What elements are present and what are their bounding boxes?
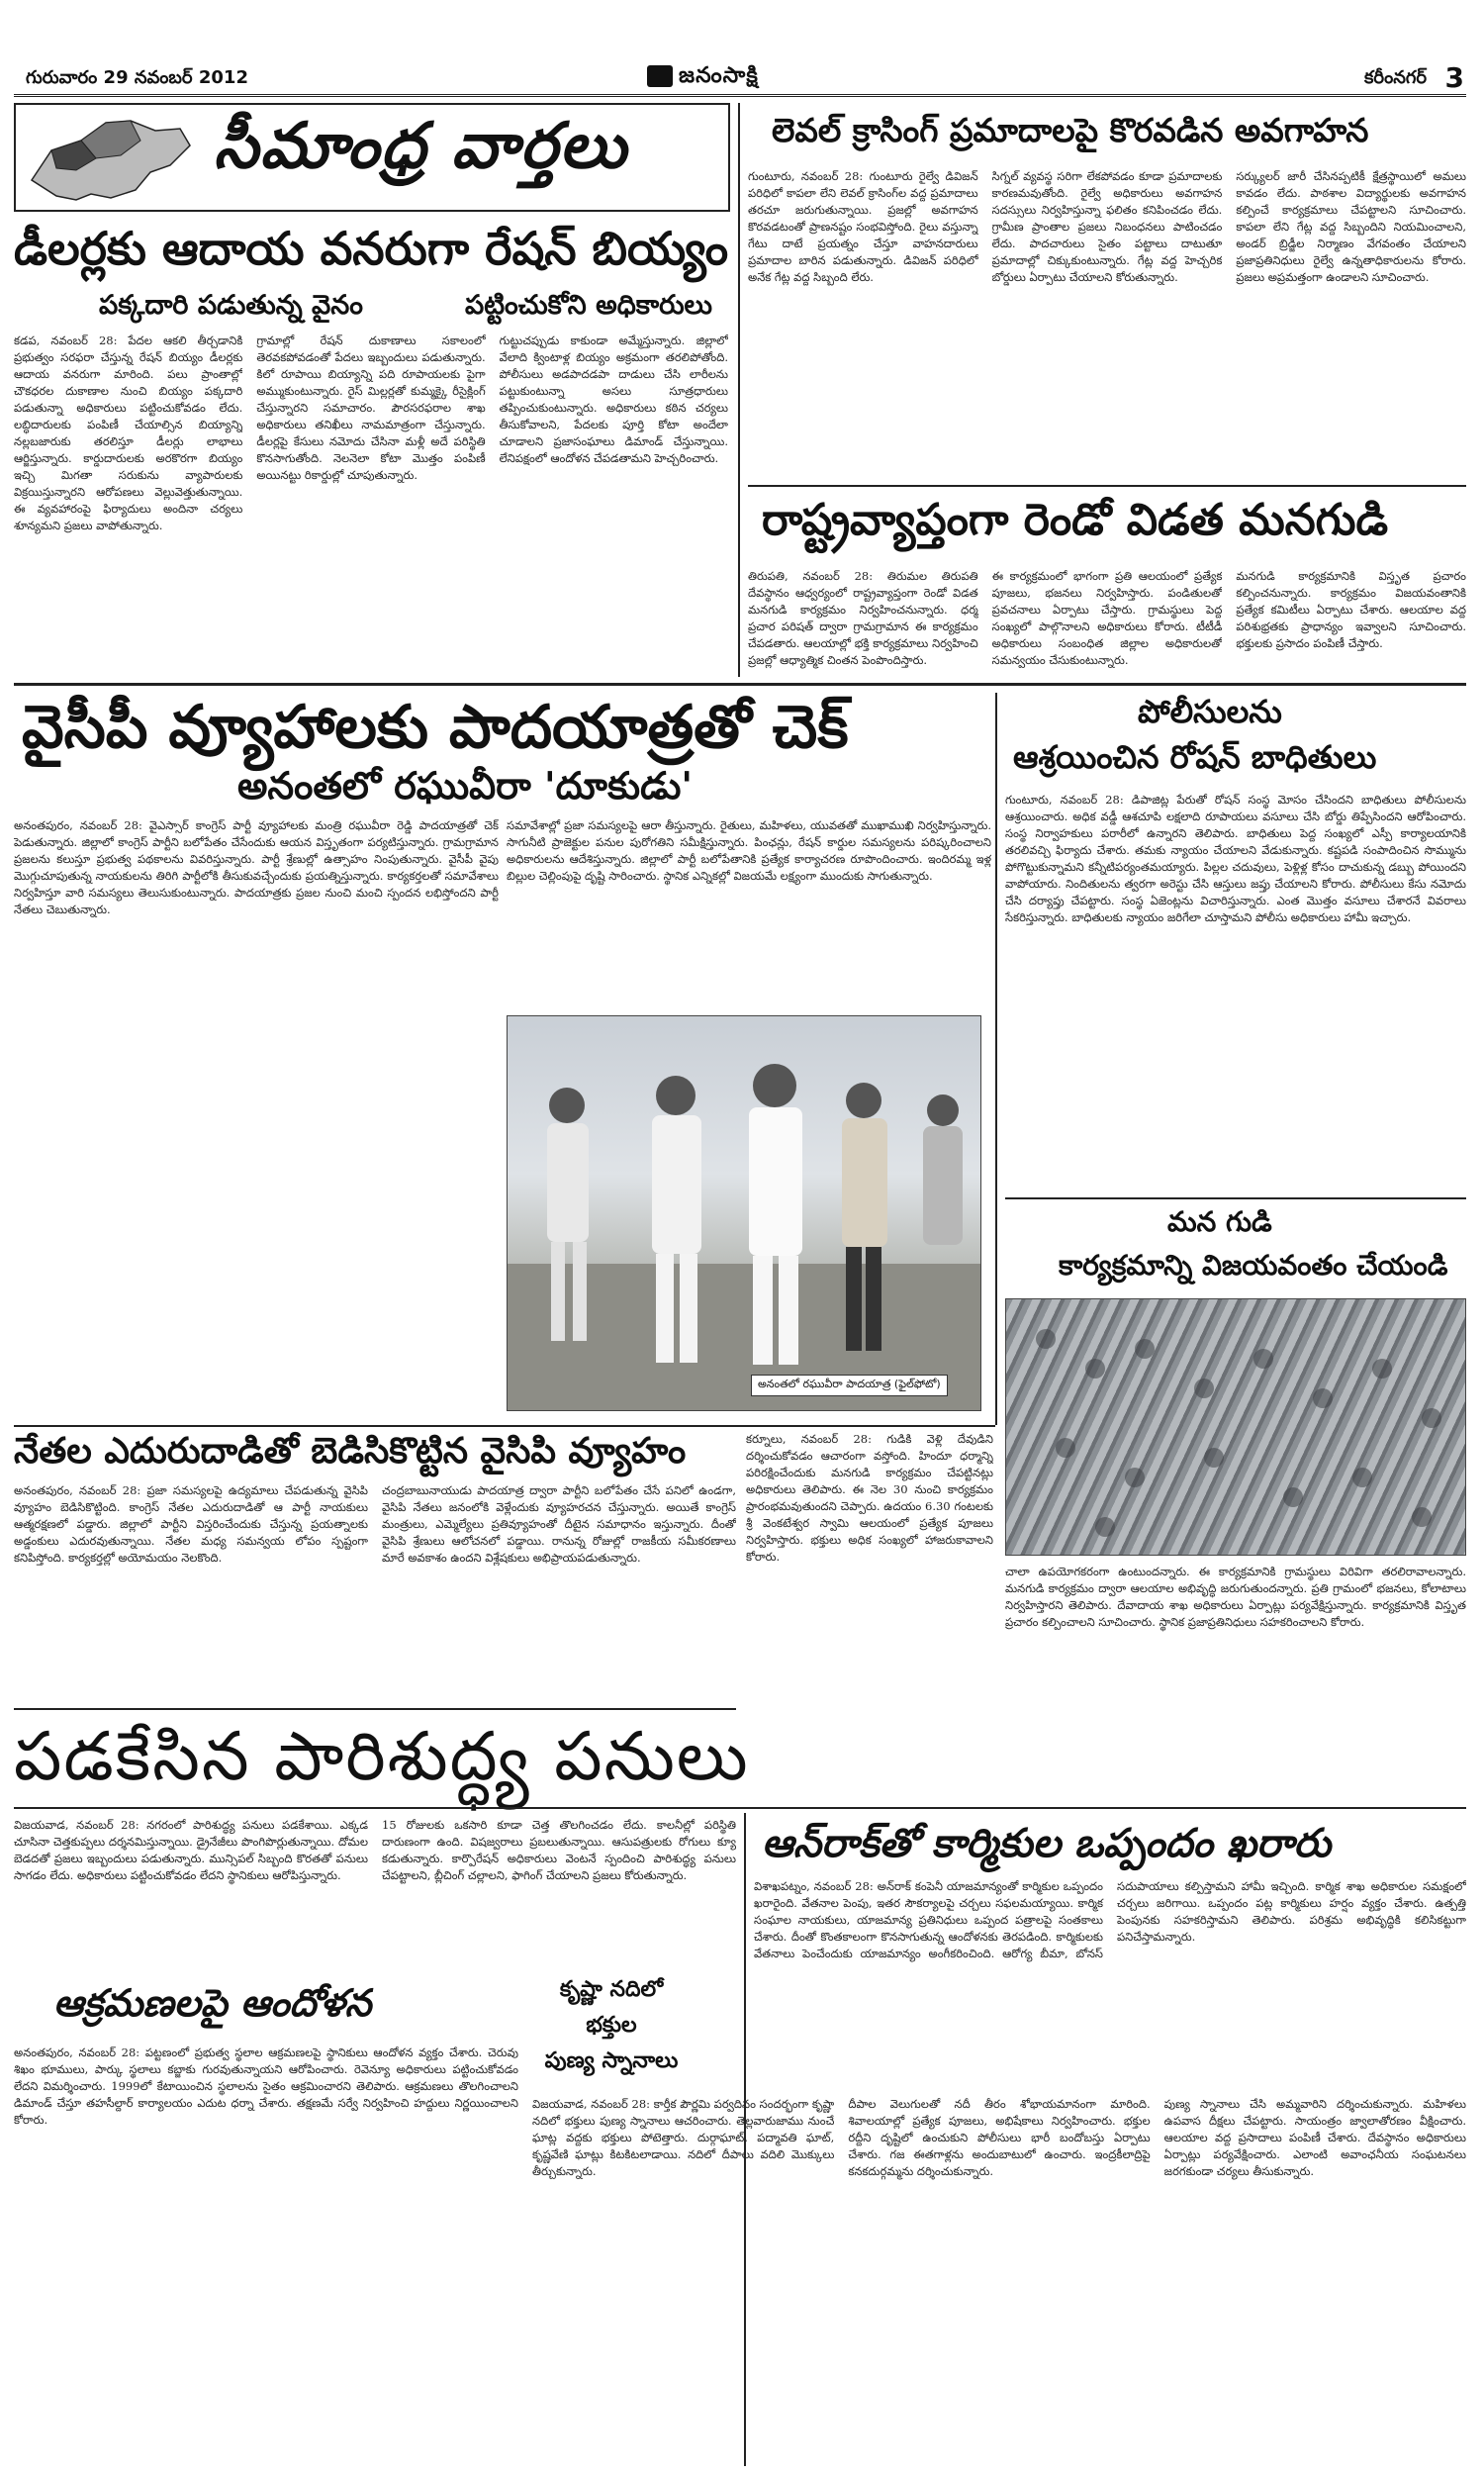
story-text: చంద్రబాబునాయుడు పాదయాత్ర ద్వారా పార్టీని బలోపేతం చేసే పనిలో ఉండగా, వైసిపి నేతలు జనంలోకి వెళ్లేందుకు వ్యూహరచన చేస్తున్నారు. అయితే కాంగ్రెస్ మంత్రులు, ఎమ్మెల్యేలు ప్రతివ్యూహంతో దీటైన సమాధానం ఇస్తున్నారు. దీంతో వైసిపి శ్రేణులు ఆలోచనలో పడ్డాయి. రానున్న రోజుల్లో రాజకీయ సమీకరణాలు మారే అవకాశం ఉందని విశ్లేషకులు అభిప్రాయపడుతున్నారు. [382, 1483, 736, 1565]
section-rule [748, 485, 1466, 487]
subhead-ration-right: పట్టించుకోని అధికారులు [465, 290, 713, 321]
subhead-padayatra: అనంతలో రఘువీరా 'దూకుడు' [237, 764, 693, 808]
story-text: దీపాల వెలుగులతో నదీ తీరం శోభాయమానంగా మారింది. శివాలయాల్లో ప్రత్యేక పూజలు, అభిషేకాలు నిర్వహించారు. భక్తుల రద్దీని దృష్టిలో ఉంచుకుని పోలీసులు భారీ బందోబస్తు ఏర్పాటు చేశారు. గజ ఈతగాళ్లను అందుబాటులో ఉంచారు. ఇంద్రకీలాద్రిపై కనకదుర్గమ్మను దర్శించుకున్నారు. [848, 2097, 1151, 2178]
story-encroachment-body: అనంతపురం, నవంబర్ 28: పట్టణంలో ప్రభుత్వ స్థలాల ఆక్రమణలపై స్థానికులు ఆందోళన వ్యక్తం చేశారు. చెరువు శిఖం భూములు, పార్కు స్థలాలు కబ్జాకు గురవుతున్నాయని ఆరోపించారు. రెవెన్యూ అధికారులు పట్టించుకోవడం లేదని విమర్శించారు. 1999లో కేటాయించిన స్థలాలను సైతం ఆక్రమించారని తెలిపారు. ఆక్రమణలు తొలగించాలని డిమాండ్ చేస్తూ తహసీల్దార్ కార్యాలయం ఎదుట ధర్నా చేశారు. తక్షణమే సర్వే నిర్వహించి హద్దులు నిర్ణయించాలని కోరారు. [14, 2046, 518, 2127]
headline-roshan-2: ఆశ్రయించిన రోషన్ బాధితులు [1013, 738, 1377, 776]
story-text: తిరుపతి, నవంబర్ 28: తిరుమల తిరుపతి దేవస్థానం ఆధ్వర్యంలో రాష్ట్రవ్యాప్తంగా రెండో విడత మనగుడి కార్యక్రమం నిర్వహించనున్నారు. ధర్మ ప్రచార పరిషత్ ద్వారా గ్రామగ్రామాన ఈ కార్యక్రమం చేపడతారు. ఆలయాల్లో భక్తి కార్యక్రమాలు నిర్వహించి ప్రజల్లో ఆధ్యాత్మిక చింతన పెంపొందిస్తారు. [748, 569, 978, 667]
headline-managudi-appeal-2: కార్యక్రమాన్ని విజయవంతం చేయండి [1059, 1249, 1448, 1282]
newspaper-logo: జనంసాక్షి [647, 63, 759, 93]
headline-krishna-1: కృష్ణా నదిలో [559, 1977, 664, 2002]
page-number: 3 [1444, 61, 1464, 94]
column-divider [995, 693, 997, 1425]
story-padayatra-col1: అనంతపురం, నవంబర్ 28: వైఎస్సార్ కాంగ్రెస్ పార్టీ వ్యూహాలకు మంత్రి రఘువీరా రెడ్డి పాదయాత్రతో చెక్ పెడుతున్నారు. జిల్లాలో కాంగ్రెస్ పార్టీని బలోపేతం చేసేందుకు ఆయన విస్తృతంగా పర్యటిస్తున్నారు. గ్రామగ్రామాన ప్రజలను కలుస్తూ ప్రభుత్వ పథకాలను వివరిస్తున్నారు. పార్టీ శ్రేణుల్లో ఉత్సాహం నింపుతున్నారు. వైసీపీ వైపు మొగ్గుచూపుతున్న నాయకులను తిరిగి పార్టీలోకి తీసుకువచ్చేందుకు ప్రయత్నిస్తున్నారు. కార్యకర్తలతో సమావేశాలు నిర్వహిస్తూ వారి సమస్యలు తెలుసుకుంటున్నారు. పాదయాత్రకు ప్రజల నుంచి మంచి స్పందన లభిస్తోందని పార్టీ నేతలు చెబుతున్నారు. [14, 818, 499, 916]
headline-krishna-3: పుణ్య స్నానాలు [544, 2048, 679, 2073]
edition-city: కరీంనగర్ [1364, 67, 1427, 88]
section-rule [1005, 1197, 1466, 1199]
headline-roshan-1: పోలీసులను [1138, 693, 1282, 730]
padayatra-photo [507, 1015, 981, 1411]
story-krishna-body [532, 2096, 1466, 2256]
crowd-illustration [508, 1016, 981, 1411]
headline-ration-rice: డీలర్లకు ఆదాయ వనరుగా రేషన్ బియ్యం [14, 222, 729, 275]
section-rule [14, 683, 1466, 686]
section-title: సీమాంధ్ర వార్తలు [214, 109, 628, 183]
headline-krishna-box [532, 1977, 691, 2084]
story-text: విజయవాడ, నవంబర్ 28: నగరంలో పారిశుద్ధ్య పనులు పడకేశాయి. ఎక్కడ చూసినా చెత్తకుప్పలు దర్శనమిస్తున్నాయి. డ్రైనేజీలు పొంగిపొర్లుతున్నాయి. దోమల బెడదతో ప్రజలు ఇబ్బందులు పడుతున్నారు. మున్సిపల్ సిబ్బంది కొరతతో పనులు సాగడం లేదు. అధికారులు పట్టించుకోవడం లేదని స్థానికులు ఆరోపిస్తున్నారు. [14, 1818, 368, 1882]
state-map-icon [22, 111, 200, 206]
story-managudi-appeal-col1: కర్నూలు, నవంబర్ 28: గుడికి వెళ్లి దేవుడిని దర్శించుకోవడం ఆచారంగా వస్తోంది. హిందూ ధర్మాన్ని పరిరక్షించేందుకు మనగుడి కార్యక్రమం చేపట్టినట్లు అధికారులు తెలిపారు. ఈ నెల 30 నుంచి కార్యక్రమం ప్రారంభమవుతుందని చెప్పారు. ఉదయం 6.30 గంటలకు శ్రీ వెంకటేశ్వర స్వామి ఆలయంలో ప్రత్యేక పూజలు నిర్వహిస్తారు. భక్తులు అధిక సంఖ్యలో హాజరుకావాలని కోరారు. [746, 1432, 993, 1564]
headline-managudi-appeal-1: మన గుడి [1167, 1205, 1272, 1238]
story-text: ఈ కార్యక్రమంలో భాగంగా ప్రతి ఆలయంలో ప్రత్యేక పూజలు, భజనలు నిర్వహిస్తారు. పండితులతో ప్రవచనాలు ఏర్పాటు చేస్తారు. గ్రామస్థులు పెద్ద సంఖ్యలో పాల్గొనాలని అధికారులు కోరారు. టీటీడీ అధికారులు సంబంధిత జిల్లాల అధికారులతో సమన్వయం చేసుకుంటున్నారు. [991, 569, 1223, 667]
devotees-photo [1005, 1298, 1466, 1556]
issue-date: గురువారం 29 నవంబర్ 2012 [26, 67, 248, 88]
story-text: గ్రామాల్లో రేషన్ దుకాణాలు సకాలంలో తెరవకపోవడంతో పేదలు ఇబ్బందులు పడుతున్నారు. కిలో రూపాయి బియ్యాన్ని పది రూపాయలకు పైగా అమ్ముకుంటున్నారు. రైస్ మిల్లర్లతో కుమ్మక్కై రీసైక్లింగ్ చేస్తున్నారని సమాచారం. పౌరసరఫరాల శాఖ అధికారులు తనిఖీలు నామమాత్రంగా చేస్తున్నారు. డీలర్లపై కేసులు నమోదు చేసినా మళ్లీ అదే పరిస్థితి కొనసాగుతోంది. నెలనెలా కోటా మొత్తం పంపిణీ అయినట్టు రికార్డుల్లో చూపుతున్నారు. [256, 333, 486, 482]
headline-sanitation: పడకేసిన పారిశుద్ధ్య పనులు [14, 1718, 750, 1796]
column-divider [738, 103, 740, 677]
headline-strategy-backfire: నేతల ఎదురుదాడితో బెడిసికొట్టిన వైసిపి వ్యూహం [14, 1431, 687, 1472]
story-text: సర్క్యులర్ జారీ చేసినప్పటికీ క్షేత్రస్థాయిలో అమలు కావడం లేదు. పాఠశాల విద్యార్థులకు అవగాహన కల్పించే కార్యక్రమాలు చేపట్టాలని సూచించారు. కాపలా లేని గేట్ల వద్ద సిబ్బందిని నియమించాలని, అండర్ బ్రిడ్జీల నిర్మాణం వేగవంతం చేయాలని ప్రజాప్రతినిధులు రైల్వే ఉన్నతాధికారులను కోరారు. ప్రజలు అప్రమత్తంగా ఉండాలని సూచించారు. [1236, 169, 1467, 284]
section-rule [14, 1708, 736, 1710]
story-text: అనంతపురం, నవంబర్ 28: ప్రజా సమస్యలపై ఉద్యమాలు చేపడుతున్న వైసిపి వ్యూహం బెడిసికొట్టింది. కాంగ్రెస్ నేతల ఎదురుదాడితో ఆ పార్టీ నాయకులు ఆత్మరక్షణలో పడ్డారు. జిల్లాలో పార్టీని విస్తరించేందుకు చేస్తున్న ప్రయత్నాలకు అడ్డంకులు ఎదురవుతున్నాయి. నేతల మధ్య సమన్వయ లోపం స్పష్టంగా కనిపిస్తోంది. కార్యకర్తల్లో అయోమయం నెలకొంది. [14, 1483, 368, 1565]
story-text: పుణ్య స్నానాలు చేసి అమ్మవారిని దర్శించుకున్నారు. మహిళలు ఉపవాస దీక్షలు చేపట్టారు. సాయంత్రం జ్వాలాతోరణం వీక్షించారు. ఆలయాల వద్ద ప్రసాదాలు పంపిణీ చేశారు. దేవస్థానం అధికారులు ఏర్పాట్లు పర్యవేక్షించారు. ఎలాంటి అవాంఛనీయ సంఘటనలు జరగకుండా చర్యలు తీసుకున్నారు. [1163, 2097, 1466, 2178]
story-text: గుట్టుచప్పుడు కాకుండా అమ్మేస్తున్నారు. జిల్లాలో వేలాది క్వింటాళ్ల బియ్యం అక్రమంగా తరలిపోతోంది. పోలీసులు అడపాదడపా దాడులు చేసి లారీలను పట్టుకుంటున్నా అసలు సూత్రధారులు తప్పించుకుంటున్నారు. అధికారులు కఠిన చర్యలు తీసుకోవాలని, పేదలకు పూర్తి కోటా అందేలా చూడాలని ప్రజాసంఘాలు డిమాండ్ చేస్తున్నాయి. లేనిపక్షంలో ఆందోళన చేపడతామని హెచ్చరించారు. [499, 333, 728, 465]
story-padayatra-col2: సమావేశాల్లో ప్రజా సమస్యలపై ఆరా తీస్తున్నారు. రైతులు, మహిళలు, యువతతో ముఖాముఖి నిర్వహిస్తున్నారు. సాగునీటి ప్రాజెక్టుల పనుల పురోగతిని సమీక్షిస్తున్నారు. పింఛన్లు, రేషన్ కార్డుల సమస్యలను పరిష్కరించాలని అధికారులను ఆదేశిస్తున్నారు. జిల్లాలో పార్టీ బలోపేతానికి ప్రత్యేక కార్యాచరణ రూపొందించారు. ఇందిరమ్మ ఇళ్ల బిల్లుల చెల్లింపుపై దృష్టి సారించారు. స్థానిక ఎన్నికల్లో విజయమే లక్ష్యంగా ముందుకు సాగుతున్నారు. [507, 818, 991, 883]
story-text: విజయవాడ, నవంబర్ 28: కార్తీక పౌర్ణమి పర్వదినం సందర్భంగా కృష్ణా నదిలో భక్తులు పుణ్య స్నానాలు ఆచరించారు. తెల్లవారుజాము నుంచే ఘాట్ల వద్దకు భక్తులు పోటెత్తారు. దుర్గాఘాట్, పద్మావతి ఘాట్, కృష్ణవేణి ఘాట్లు కిటకిటలాడాయి. నదిలో దీపాలు వదిలి మొక్కులు తీర్చుకున్నారు. [532, 2097, 835, 2178]
headline-anrak-agreement: ఆన్‌రాక్‌తో కార్మికుల ఒప్పందం ఖరారు [762, 1821, 1332, 1866]
section-banner [14, 103, 730, 212]
story-text: గుంటూరు, నవంబర్ 28: గుంటూరు రైల్వే డివిజన్ పరిధిలో కాపలా లేని లెవల్ క్రాసింగ్‌ల వద్ద ప్రమాదాలు తరచూ జరుగుతున్నాయి. ప్రజల్లో అవగాహన కొరవడటంతో ప్రాణనష్టం సంభవిస్తోంది. రైలు వస్తున్నా గేటు దాటే ప్రయత్నం చేస్తూ వాహనదారులు ప్రమాదాల బారిన పడుతున్నారు. డివిజన్ పరిధిలో అనేక గేట్ల వద్ద సిబ్బంది లేరు. [748, 169, 978, 284]
headline-encroachment: ఆక్రమణలపై ఆందోళన [53, 1981, 372, 2025]
logo-mark-icon [647, 65, 673, 87]
story-roshan-body: గుంటూరు, నవంబర్ 28: డిపాజిట్ల పేరుతో రోషన్ సంస్థ మోసం చేసిందని బాధితులు పోలీసులను ఆశ్రయించారు. అధిక వడ్డీ ఆశచూపి లక్షలాది రూపాయలు వసూలు చేసి బోర్డు తిప్పేసిందని ఆరోపించారు. సంస్థ నిర్వాహకులు పరారీలో ఉన్నారని తెలిపారు. బాధితులు పెద్ద సంఖ్యలో ఎస్పీ కార్యాలయానికి తరలివచ్చి ఫిర్యాదు చేశారు. తమకు న్యాయం చేయాలని వేడుకున్నారు. కష్టపడి సంపాదించిన సొమ్మును పోగొట్టుకున్నామని కన్నీటిపర్యంతమయ్యారు. పిల్లల చదువులు, పెళ్లిళ్ల కోసం దాచుకున్న డబ్బు పోయిందని వాపోయారు. నిందితులను త్వరగా అరెస్టు చేసి ఆస్తులు జప్తు చేయాలని కోరారు. పోలీసులు కేసు నమోదు చేసి దర్యాప్తు చేపట్టారు. సంస్థ ఏజెంట్లను విచారిస్తున్నారు. ఎంత మొత్తం వసూలు చేశారనే వివరాలు సేకరిస్తున్నారు. బాధితులకు న్యాయం జరిగేలా చూస్తామని పోలీసు అధికారులు హామీ ఇచ్చారు. [1005, 793, 1466, 924]
photo-caption: అనంతలో రఘువీరా పాదయాత్ర (ఫైల్‌ఫోటో) [751, 1375, 948, 1396]
story-managudi-body [748, 568, 1466, 677]
headline-managudi-second: రాష్ట్రవ్యాప్తంగా రెండో విడత మనగుడి [762, 495, 1389, 545]
section-rule [14, 1807, 1466, 1809]
headline-krishna-2: భక్తుల [586, 2013, 637, 2038]
headline-level-crossing: లెవల్ క్రాసింగ్ ప్రమాదాలపై కొరవడిన అవగాహన [772, 111, 1369, 149]
crowd-texture-illustration [1006, 1299, 1466, 1556]
story-level-crossing-body [748, 168, 1466, 475]
story-backfire-body [14, 1482, 736, 1702]
story-text: 15 రోజులకు ఒకసారి కూడా చెత్త తొలగించడం లేదు. కాలనీల్లో పరిస్థితి దారుణంగా ఉంది. విషజ్వరాలు ప్రబలుతున్నాయి. ఆసుపత్రులకు రోగులు క్యూ కడుతున్నారు. కార్పొరేషన్ అధికారులు వెంటనే స్పందించి పారిశుద్ధ్య పనులు చేపట్టాలని, బ్లీచింగ్ చల్లాలని, ఫాగింగ్ చేయాలని ప్రజలు కోరుతున్నారు. [382, 1818, 736, 1882]
headline-padayatra: వైసీపీ వ్యూహాలకు పాదయాత్రతో చెక్ [22, 693, 849, 762]
story-anrak-body: విశాఖపట్నం, నవంబర్ 28: అన్‌రాక్ కంపెనీ యాజమాన్యంతో కార్మికుల ఒప్పందం ఖరారైంది. వేతనాల పెంపు, ఇతర సౌకర్యాలపై చర్చలు సఫలమయ్యాయి. కార్మిక సంఘాల నాయకులు, యాజమాన్య ప్రతినిధులు ఒప్పంద పత్రాలపై సంతకాలు చేశారు. దీంతో కొంతకాలంగా కొనసాగుతున్న ఆందోళనకు తెరపడింది. కార్మికులకు వేతనాలు పెంచేందుకు యాజమాన్యం అంగీకరించింది. ఆరోగ్య బీమా, బోనస్ సదుపాయాలు కల్పిస్తామని హామీ ఇచ్చింది. కార్మిక శాఖ అధికారుల సమక్షంలో చర్చలు జరిగాయి. ఒప్పందం పట్ల కార్మికులు హర్షం వ్యక్తం చేశారు. ఉత్పత్తి పెంపునకు సహకరిస్తామని తెలిపారు. పరిశ్రమ అభివృద్ధికి కలిసికట్టుగా పనిచేస్తామన్నారు. [754, 1879, 1466, 1960]
masthead [14, 61, 1466, 97]
story-text: సిగ్నల్ వ్యవస్థ సరిగా లేకపోవడం కూడా ప్రమాదాలకు కారణమవుతోంది. రైల్వే అధికారులు అవగాహన సదస్సులు నిర్వహిస్తున్నా ఫలితం కనిపించడం లేదు. గ్రామీణ ప్రాంతాల ప్రజలు నిబంధనలు పాటించడం లేదు. పాదచారులు సైతం పట్టాలు దాటుతూ ప్రమాదాల్లో చిక్కుకుంటున్నారు. గేట్ల వద్ద హెచ్చరిక బోర్డులు ఏర్పాటు చేయాలని కోరుతున్నారు. [991, 169, 1223, 284]
story-managudi-appeal-col2: చాలా ఉపయోగకరంగా ఉంటుందన్నారు. ఈ కార్యక్రమానికి గ్రామస్థులు విరివిగా తరలిరావాలన్నారు. మనగుడి కార్యక్రమం ద్వారా ఆలయాల అభివృద్ధి జరుగుతుందన్నారు. ప్రతి గ్రామంలో భజనలు, కోలాటాలు నిర్వహిస్తారని తెలిపారు. దేవాదాయ శాఖ అధికారులు ఏర్పాట్లు పర్యవేక్షిస్తున్నారు. కార్యక్రమానికి విస్తృత ప్రచారం కల్పించాలని సూచించారు. స్థానిక ప్రజాప్రతినిధులు సహకరించాలని కోరారు. [1005, 1565, 1466, 1629]
section-rule [14, 1425, 995, 1427]
subhead-ration-left: పక్కదారి పడుతున్న వైనం [99, 290, 363, 321]
story-text: మనగుడి కార్యక్రమానికి విస్తృత ప్రచారం కల్పించనున్నారు. కార్యక్రమం విజయవంతానికి ప్రత్యేక కమిటీలు ఏర్పాటు చేశారు. ఆలయాల వద్ద పరిశుభ్రతకు ప్రాధాన్యం ఇవ్వాలని సూచించారు. భక్తులకు ప్రసాదం పంపిణీ చేస్తారు. [1236, 569, 1467, 650]
story-sanitation-body [14, 1817, 736, 1967]
story-text: కడప, నవంబర్ 28: పేదల ఆకలి తీర్చడానికి ప్రభుత్వం సరఫరా చేస్తున్న రేషన్ బియ్యం డీలర్లకు ఆదాయ వనరుగా మారింది. పలు ప్రాంతాల్లో చౌకధరల దుకాణాల నుంచి బియ్యం పక్కదారి పడుతున్నా అధికారులు పట్టించుకోవడం లేదు. లబ్ధిదారులకు పంపిణీ చేయాల్సిన బియ్యాన్ని నల్లబజారుకు తరలిస్తూ డీలర్లు లాభాలు ఆర్జిస్తున్నారు. కార్డుదారులకు అరకొరగా బియ్యం ఇచ్చి మిగతా సరుకును వ్యాపారులకు విక్రయిస్తున్నారని ఆరోపణలు వెల్లువెత్తుతున్నాయి. ఈ వ్యవహారంపై ఫిర్యాదులు అందినా చర్యలు శూన్యమని ప్రజలు వాపోతున్నారు. [14, 333, 243, 532]
story-ration-body [14, 333, 728, 669]
